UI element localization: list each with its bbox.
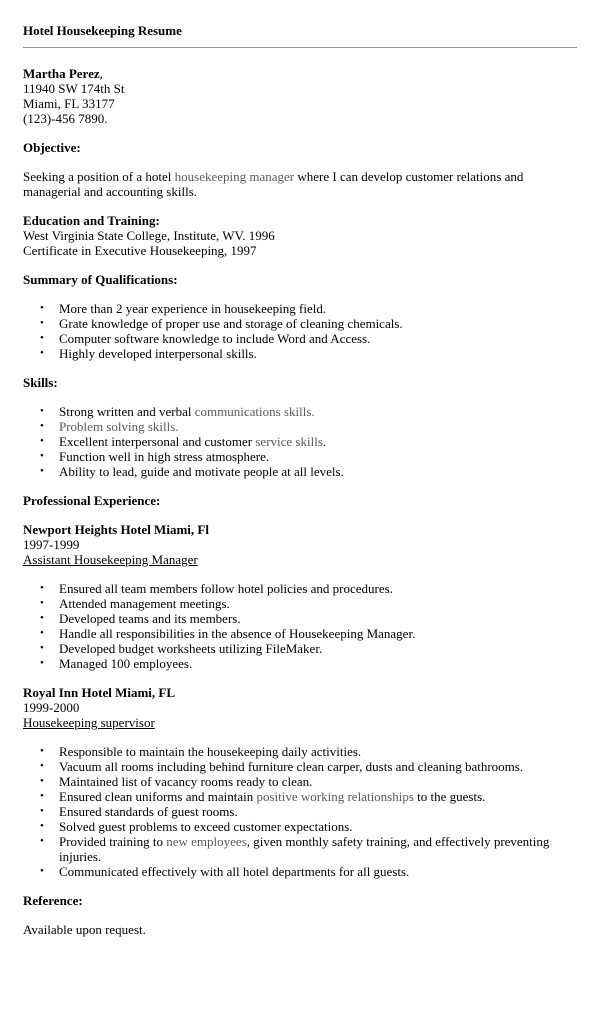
reference-heading: Reference: <box>23 893 83 908</box>
bullet-icon: • <box>40 835 44 847</box>
job-dates: 1997-1999 <box>23 537 80 552</box>
bullet-icon: • <box>40 642 44 654</box>
job-employer: Royal Inn Hotel Miami, FL <box>23 685 176 700</box>
bullet-icon: • <box>40 582 44 594</box>
list-item: • Developed budget worksheets utilizing FileMaker. <box>40 641 323 656</box>
bullet-icon: • <box>40 332 44 344</box>
objective-link[interactable]: housekeeping manager <box>174 169 295 184</box>
education-heading: Education and Training: <box>23 213 160 228</box>
list-item: • Ability to lead, guide and motivate people at all levels. <box>40 464 344 479</box>
bullet-icon: • <box>40 612 44 624</box>
list-item: • Ensured all team members follow hotel policies and procedures. <box>40 581 393 596</box>
contact-name-suffix: , <box>99 66 103 81</box>
education-line: West Virginia State College, Institute, WV. 1996 <box>23 228 275 243</box>
list-item: • Vacuum all rooms including behind furniture clean carper, dusts and cleaning bathrooms. <box>40 759 524 774</box>
bullet-icon: • <box>40 820 44 832</box>
bullet-icon: • <box>40 805 44 817</box>
bullet-icon: • <box>40 465 44 477</box>
list-item: • Ensured standards of guest rooms. <box>40 804 238 819</box>
bullet-icon: • <box>40 865 44 877</box>
job-entry <box>23 685 578 879</box>
list-item: • Computer software knowledge to include Word and Access. <box>40 331 371 346</box>
list-item: • Maintained list of vacancy rooms ready to clean. <box>40 774 313 789</box>
bullet-icon: • <box>40 760 44 772</box>
bullet-icon: • <box>40 775 44 787</box>
objective-section <box>23 140 578 199</box>
list-item: • Provided training to new employees, given monthly safety training, and effectively preventing injuries. <box>40 834 550 864</box>
list-item: • Strong written and verbal communications skills. <box>40 404 315 419</box>
list-item: • Ensured clean uniforms and maintain positive working relationships to the guests. <box>40 789 486 804</box>
job-dates: 1999-2000 <box>23 700 80 715</box>
job-entry <box>23 522 578 671</box>
contact-name: Martha Perez <box>23 66 100 81</box>
list-item: • Attended management meetings. <box>40 596 230 611</box>
skills-section <box>23 375 578 479</box>
contact-phone: (123)-456 7890. <box>23 111 108 126</box>
bullet-icon: • <box>40 597 44 609</box>
skills-link[interactable]: communications skills. <box>194 404 315 419</box>
list-item: • Communicated effectively with all hotel departments for all guests. <box>40 864 410 879</box>
list-item: • Function well in high stress atmosphere. <box>40 449 270 464</box>
skills-list <box>23 404 578 479</box>
list-item: • More than 2 year experience in housekeeping field. <box>40 301 327 316</box>
list-item: • Developed teams and its members. <box>40 611 241 626</box>
contact-address-line1: 11940 SW 174th St <box>23 81 125 96</box>
list-item <box>23 419 578 434</box>
title-divider <box>23 47 577 48</box>
bullet-icon: • <box>40 745 44 757</box>
bullet-icon: • <box>40 420 44 432</box>
list-item: • Responsible to maintain the housekeeping daily activities. <box>40 744 362 759</box>
list-item: • Grate knowledge of proper use and storage of cleaning chemicals. <box>40 316 403 331</box>
bullet-icon: • <box>40 435 44 447</box>
job-role: Housekeeping supervisor <box>23 715 155 730</box>
skills-heading: Skills: <box>23 375 58 390</box>
contact-address-line2: Miami, FL 33177 <box>23 96 115 111</box>
objective-heading: Objective: <box>23 140 81 155</box>
bullet-icon: • <box>40 347 44 359</box>
list-item: • Handle all responsibilities in the absence of Housekeeping Manager. <box>40 626 416 641</box>
duty-link[interactable]: positive working relationships <box>256 789 414 804</box>
skills-link[interactable]: Problem solving skills. <box>59 419 179 434</box>
qualifications-section <box>23 272 578 361</box>
list-item: • Solved guest problems to exceed customer expectations. <box>40 819 353 834</box>
job-duties-list <box>23 744 578 879</box>
job-employer: Newport Heights Hotel Miami, Fl <box>23 522 209 537</box>
skills-link[interactable]: service skills <box>255 434 323 449</box>
list-item: • Excellent interpersonal and customer service skills. <box>40 434 327 449</box>
contact-block <box>23 66 578 126</box>
qualifications-list <box>23 301 578 361</box>
education-section <box>23 213 578 258</box>
list-item: • Managed 100 employees. <box>40 656 193 671</box>
job-duties-list <box>23 581 578 671</box>
duty-link[interactable]: new employees <box>166 834 247 849</box>
bullet-icon: • <box>40 317 44 329</box>
document-title: Hotel Housekeeping Resume <box>23 23 182 38</box>
reference-section <box>23 893 578 937</box>
bullet-icon: • <box>40 450 44 462</box>
bullet-icon: • <box>40 405 44 417</box>
experience-heading: Professional Experience: <box>23 493 161 508</box>
bullet-icon: • <box>40 627 44 639</box>
qualifications-heading: Summary of Qualifications: <box>23 272 178 287</box>
bullet-icon: • <box>40 302 44 314</box>
resume-body <box>23 66 578 937</box>
reference-text: Available upon request. <box>23 922 146 937</box>
objective-text: Seeking a position of a hotel housekeeping manager where I can develop customer relations and managerial and accounting skills. <box>23 169 524 199</box>
education-line: Certificate in Executive Housekeeping, 1997 <box>23 243 257 258</box>
job-role: Assistant Housekeeping Manager <box>23 552 198 567</box>
bullet-icon: • <box>40 790 44 802</box>
list-item: • Highly developed interpersonal skills. <box>40 346 257 361</box>
experience-section <box>23 493 578 879</box>
bullet-icon: • <box>40 657 44 669</box>
